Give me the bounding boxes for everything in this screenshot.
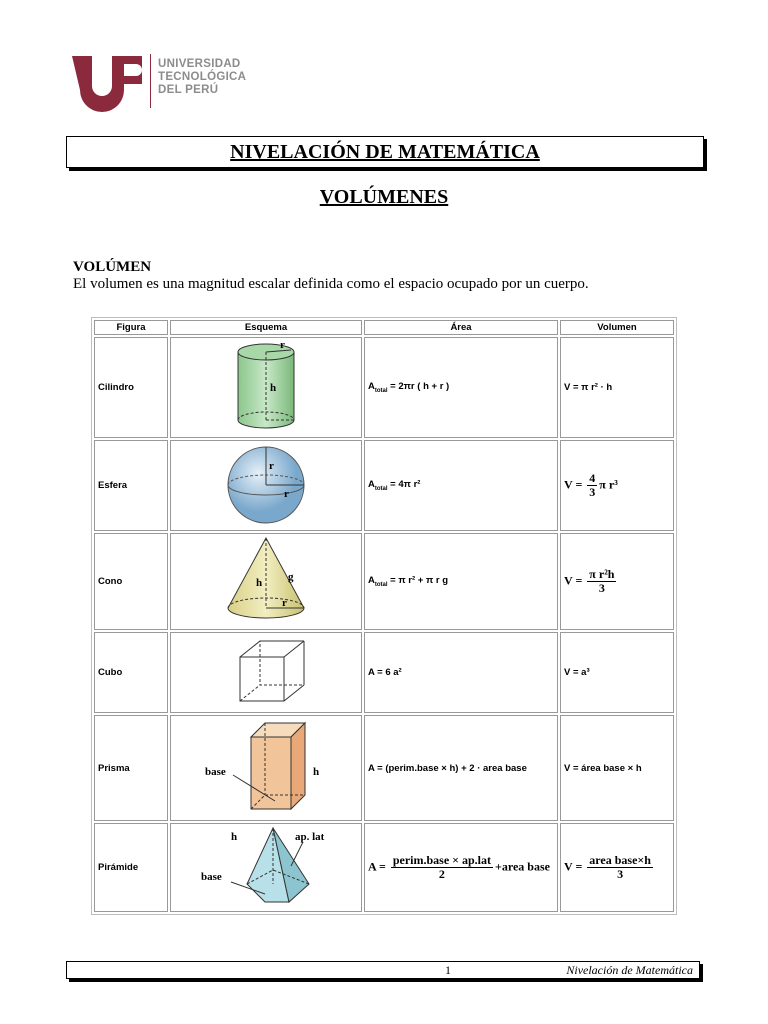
cube-image <box>206 633 326 709</box>
footer <box>66 961 700 979</box>
prism-diagram <box>170 715 362 821</box>
label-g: g <box>288 571 294 583</box>
header-esquema: Esquema <box>170 320 362 335</box>
cone-image <box>206 534 326 626</box>
pyramid-image <box>191 824 341 908</box>
label-base: base <box>205 765 226 778</box>
volume-formula: V = a³ <box>560 632 674 713</box>
table-row <box>94 632 674 713</box>
sphere-diagram <box>170 440 362 531</box>
figure-name: Pirámide <box>94 823 168 912</box>
volume-formula: V = área base × h <box>560 715 674 821</box>
cylinder-image <box>206 338 326 434</box>
logo-line-1: UNIVERSIDAD <box>158 58 241 70</box>
header-volumen: Volumen <box>560 320 674 335</box>
volume-formula: V = $\frac{\text{π r²h}}{3}$ <box>560 533 674 630</box>
table-row <box>94 823 674 912</box>
prism-image <box>191 717 341 817</box>
header-figura: Figura <box>94 320 168 335</box>
figure-name: Esfera <box>94 440 168 531</box>
label-base: base <box>201 871 222 883</box>
intro-text: El volumen es una magnitud escalar definida como el espacio ocupado por un cuerpo. <box>73 276 589 292</box>
label-r: r <box>282 597 287 609</box>
label-h: h <box>270 382 277 394</box>
volumes-table <box>91 317 677 915</box>
area-formula: $A_{total} = 2\pi r$ ( h + r ) <box>364 337 558 438</box>
area-formula: A = 6 a² <box>364 632 558 713</box>
table-row <box>94 533 674 630</box>
utp-logo-mark <box>70 50 142 112</box>
volume-formula: V = π r² · h <box>560 337 674 438</box>
label-h: h <box>256 577 263 589</box>
area-formula: A = $\frac{\text{perim.base × ap.lat}}{2}$ +area base <box>364 823 558 912</box>
pyramid-diagram <box>170 823 362 912</box>
volume-formula: V = $\frac{\text{area base×h}}{3}$ <box>560 823 674 912</box>
cone-diagram <box>170 533 362 630</box>
area-formula: $A_{total} = 4\pi$ r² <box>364 440 558 531</box>
figure-name: Cilindro <box>94 337 168 438</box>
footer-title: Nivelación de Matemática <box>566 963 693 977</box>
cylinder-diagram <box>170 337 362 438</box>
table-row <box>94 337 674 438</box>
label-ap-lat: ap. lat <box>295 831 325 843</box>
utp-logo <box>70 50 260 112</box>
figure-name: Prisma <box>94 715 168 821</box>
label-h: h <box>313 765 320 778</box>
label-r: r <box>280 339 285 351</box>
figure-name: Cubo <box>94 632 168 713</box>
label-h: h <box>231 831 238 843</box>
page-subtitle: VOLÚMENES <box>319 186 449 208</box>
logo-text <box>158 58 246 97</box>
area-formula: A = (perim.base × h) + 2 · area base <box>364 715 558 821</box>
table-row <box>94 440 674 531</box>
title-box <box>66 136 704 168</box>
logo-divider <box>150 54 151 108</box>
section-heading: VOLÚMEN <box>73 259 152 275</box>
area-formula: $A_{total} = \pi$ r² + π r g <box>364 533 558 630</box>
logo-line-2: TECNOLÓGICA <box>158 71 247 83</box>
volume-formula: V = $\frac{4}{3}$ π r³ <box>560 440 674 531</box>
cube-diagram <box>170 632 362 713</box>
sphere-image <box>206 441 326 527</box>
figure-name: Cono <box>94 533 168 630</box>
logo-line-3: DEL PERÚ <box>158 84 219 96</box>
page-title: NIVELACIÓN DE MATEMÁTICA <box>230 140 540 163</box>
label-r: r <box>269 460 274 472</box>
header-area: Área <box>364 320 558 335</box>
label-r: r <box>284 488 289 500</box>
page-number: 1 <box>445 963 451 977</box>
table-row <box>94 715 674 821</box>
table-header-row <box>94 320 674 335</box>
